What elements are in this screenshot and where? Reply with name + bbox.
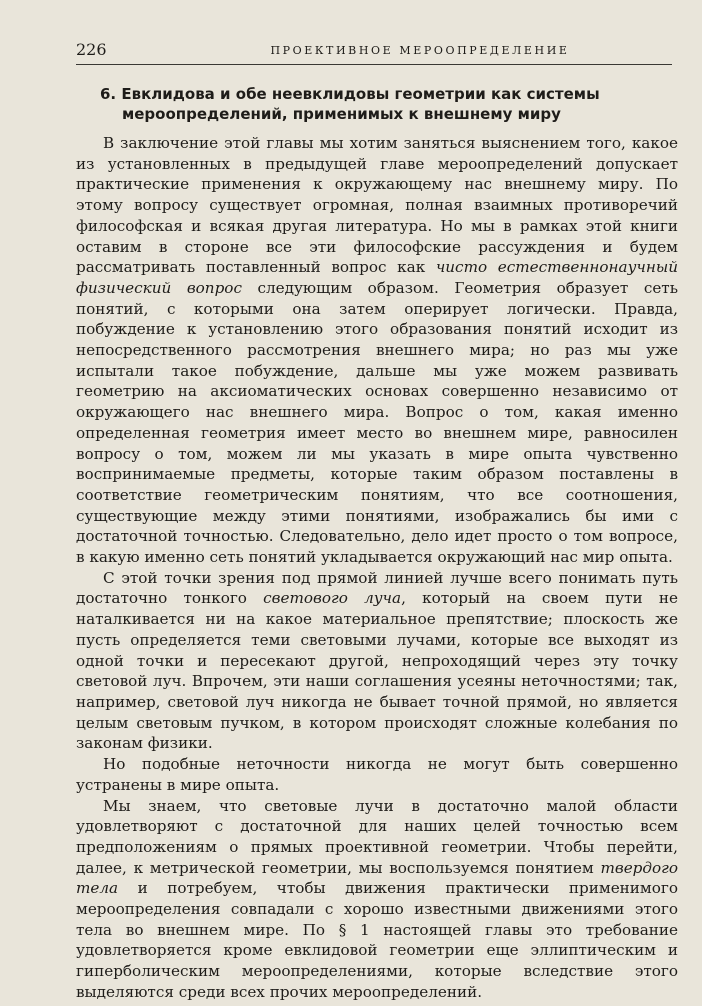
paragraph-2: [76, 568, 678, 754]
paragraph-3-text: Но подобные неточности никогда не могут быть совершенно устранены в мире опыта.: [76, 755, 678, 794]
header-rule: [76, 64, 672, 65]
paragraph-4-emphasis: твердого тела: [76, 858, 678, 898]
paragraph-1: [76, 133, 678, 568]
paragraph-2-text-a: С этой точки зрения под прямой линией лучше всего понимать путь достаточно тонкого: [76, 568, 678, 608]
body-text: [76, 133, 678, 1003]
paragraph-2-emphasis: светового луча: [263, 589, 402, 608]
running-head: [76, 40, 672, 64]
section-heading: [100, 84, 690, 124]
page-number: 226: [76, 40, 107, 59]
paragraph-1-emphasis: чисто естественнонаучный физический вопрос: [76, 258, 678, 297]
paragraph-1-text-b: следующим образом. Геометрия образует сеть понятий, с которыми она затем оперирует логически. Правда, побуждение к установлению этого образования понятий исходит из непосредственного рассмотрения внешнего мира; но раз мы уже испытали такое побуждение, дальше мы уже можем развивать геометрию на аксиоматических основах совершенно независимо от окружающего нас внешнего мира. Вопрос о том, какая именно определенная геометрия имеет место во внешнем мире, равносилен вопросу о том, можем ли мы указать в мире опыта чувственно воспринимаемые предметы, которые таким образом поставлены в соответствие геометрическим понятиям, что все соотношения, существующие между этими понятиями, изображались бы ими с достаточной точностью. Следовательно, дело идет просто о том вопросе, в какую именно сеть понятий укладывается окружающий нас мир опыта.: [76, 278, 678, 567]
paragraph-1-text-a: В заключение этой главы мы хотим заняться выяснением того, какое из установленных в предыдущей главе мероопределений допускает практические применения к окружающему нас внешнему миру. По этому вопросу существует огромная, полная взаимных противоречий философская и всякая другая литература. Но мы в рамках этой книги оставим в стороне все эти философские рассуждения и будем рассматривать поставленный вопрос как: [76, 134, 678, 277]
section-heading-line1: 6. Евклидова и обе неевклидовы геометрии как системы: [100, 85, 600, 103]
paragraph-2-text-b: , который на своем пути не наталкивается ни на какое материальное препятствие; плоскость же пусть определяется теми световыми лучами, которые все выходят из одной точки и пересекают другой, непроходящий через эту точку световой луч. Впрочем, эти наши соглашения усеяны неточностями; так, например, световой луч никогда не бывает точной прямой, но является целым световым пучком, в котором происходят сложные колебания по законам физики.: [76, 589, 678, 753]
paragraph-4-text-a: Мы знаем, что световые лучи в достаточно малой области удовлетворяют с достаточной для наших целей точностью всем предположениям о прямых проективной геометрии. Чтобы перейти, далее, к метрической геометрии, мы воспользуемся понятием: [76, 796, 678, 877]
running-title: ПРОЕКТИВНОЕ МЕРООПРЕДЕЛЕНИЕ: [270, 44, 570, 57]
paragraph-4: [76, 796, 678, 1003]
section-heading-line2: мероопределений, применимых к внешнему миру: [122, 105, 561, 123]
paragraph-4-text-b: и потребуем, чтобы движения практически применимого мероопределения совпадали с хорошо известными движениями этого тела во внешнем мире. По § 1 настоящей главы это требование удовлетворяется кроме евклидовой геометрии еще эллиптическим и гиперболическим мероопределениями, которые вследствие этого выделяются среди всех прочих мероопределений.: [76, 879, 678, 1001]
paragraph-3: [76, 754, 678, 795]
